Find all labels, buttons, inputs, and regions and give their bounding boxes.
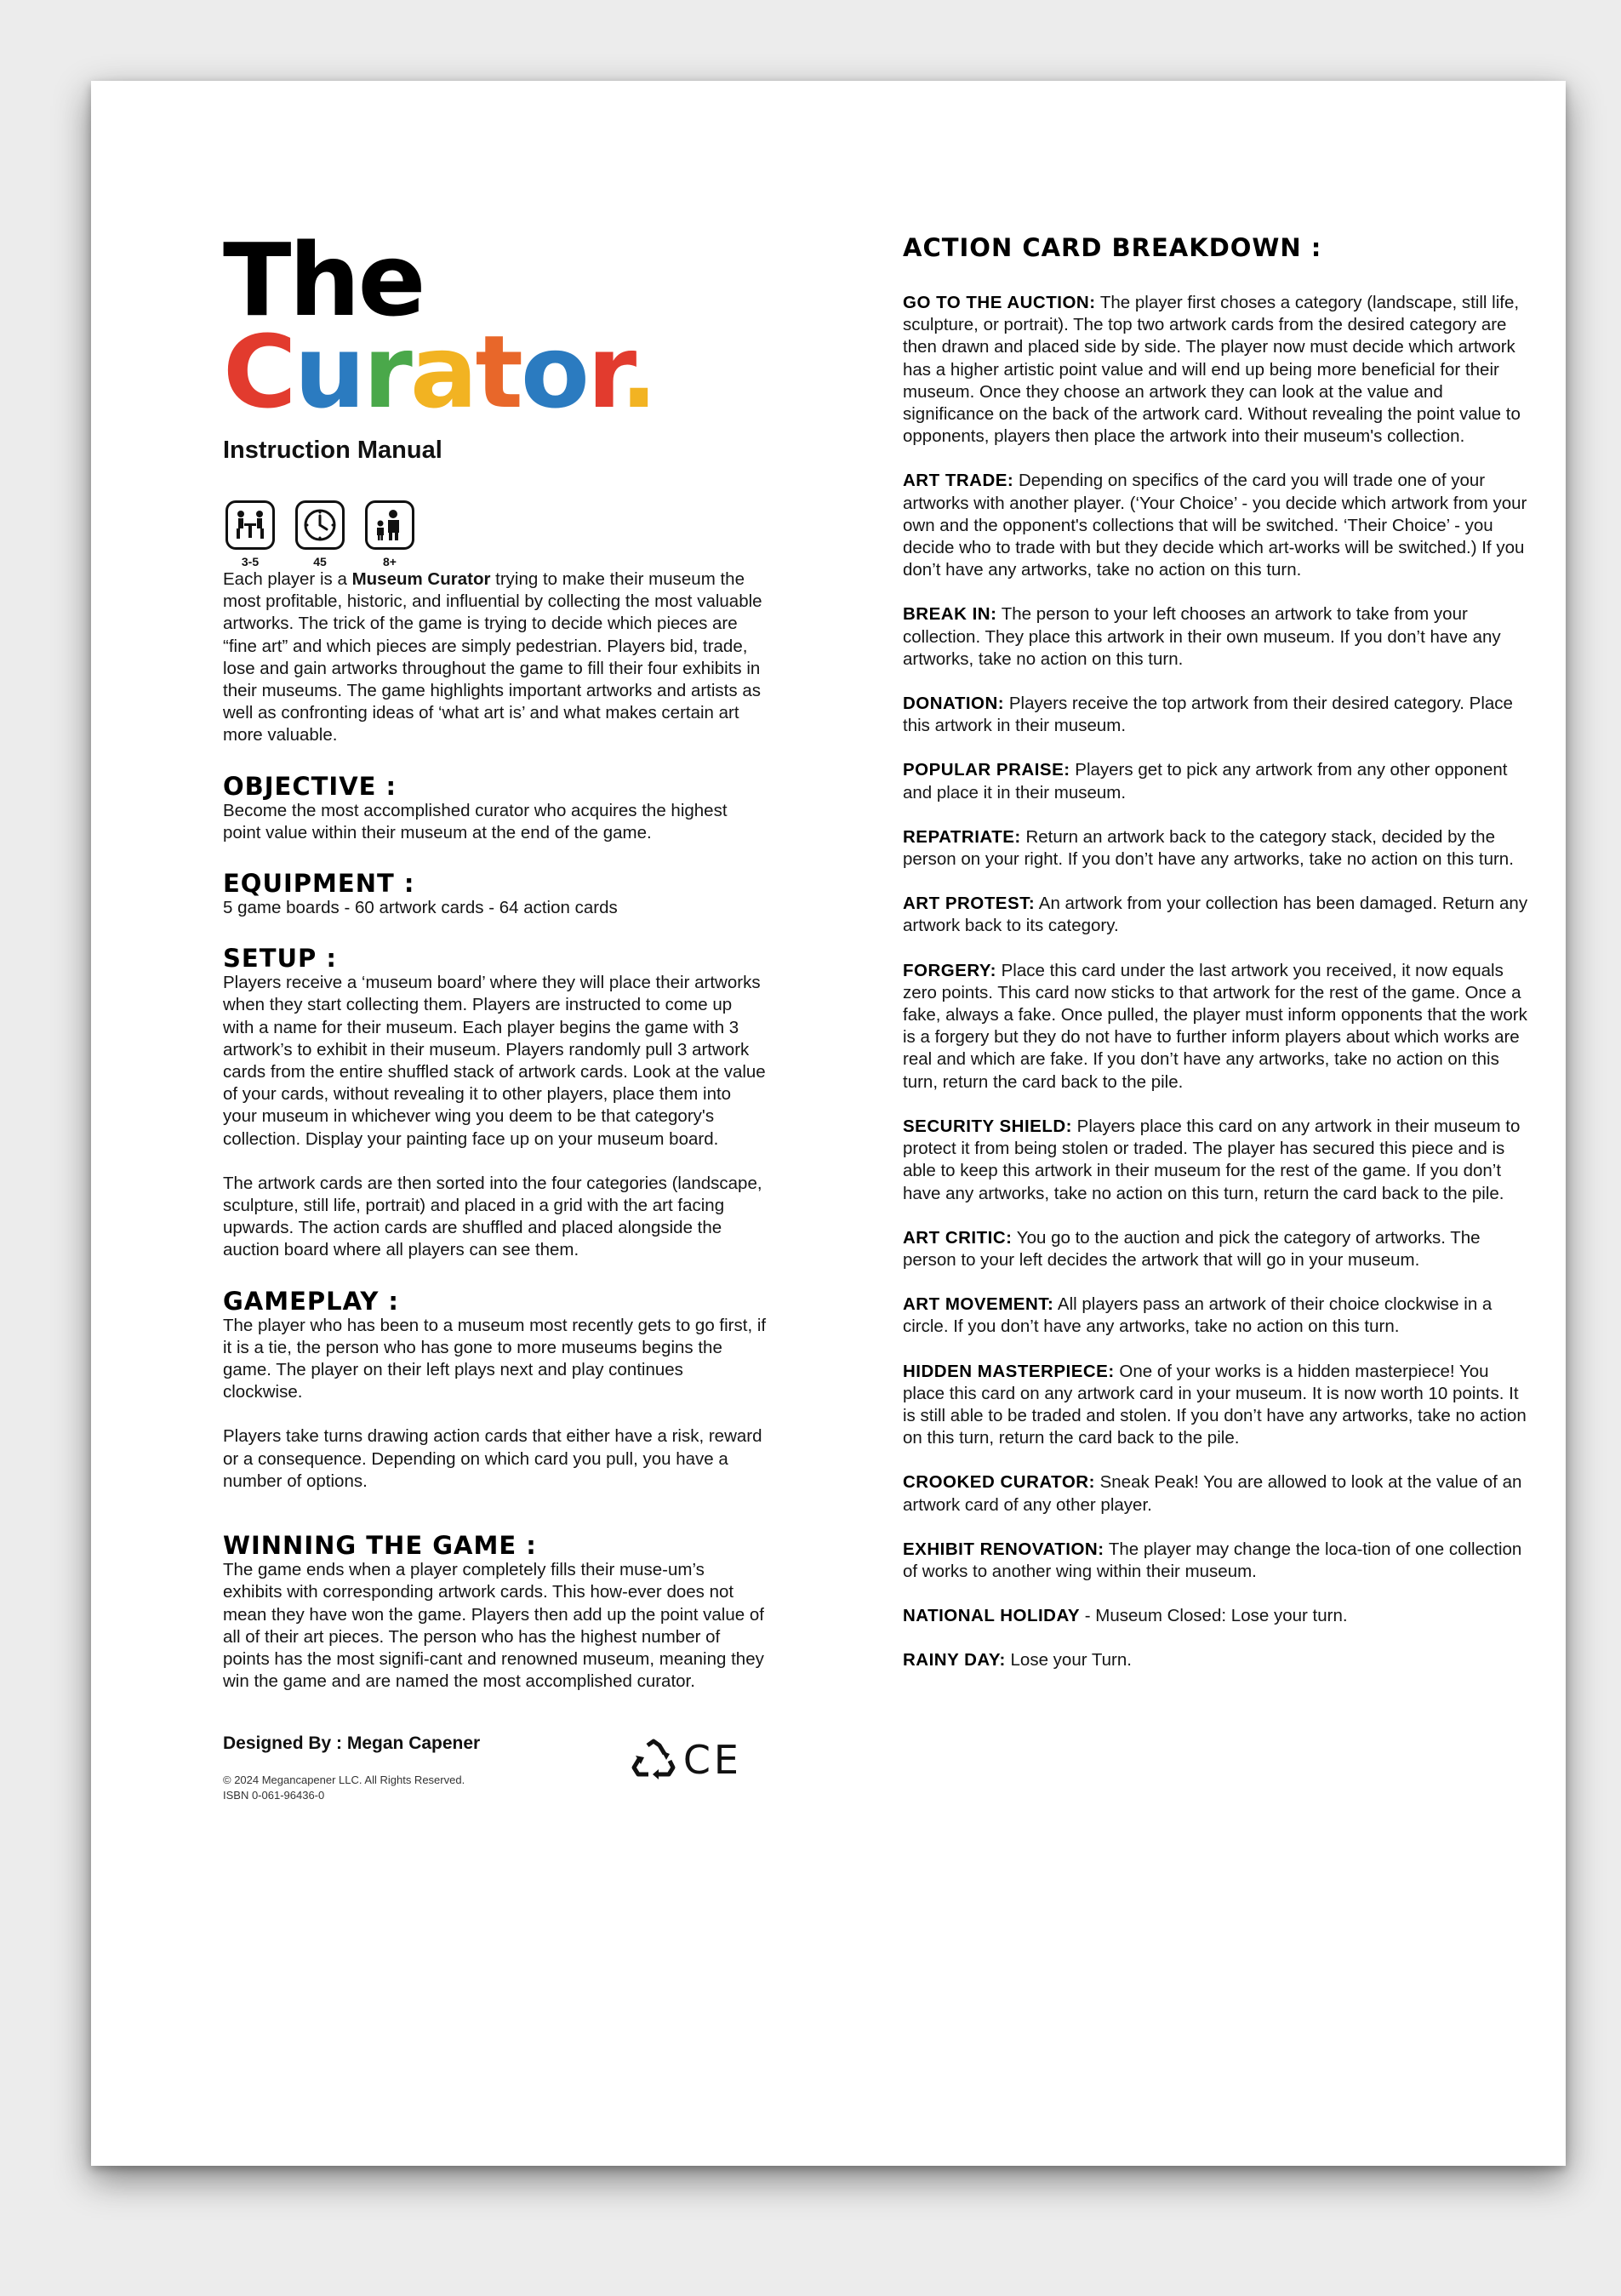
right-column [903,234,1533,1694]
objective-text: Become the most accomplished curator who acquires the highest point value within their museum at the end of the game. [223,800,728,842]
action-card-title: BREAK IN: [903,604,997,625]
credits [223,1733,480,1803]
setup-paragraph-2: The artwork cards are then sorted into the four categories (landscape, sculpture, still life, portrait) and placed in a grid with the art facing upwards. The action cards are shuffled and placed alongside the auction board where all players can see them. [223,1173,762,1260]
action-card-title: POPULAR PRAISE: [903,760,1070,780]
clock-icon [295,500,345,550]
winning-heading: WINNING THE GAME : [223,1531,537,1561]
action-card-title: ART MOVEMENT: [903,1294,1054,1315]
action-card-description: Players place this card on any artwork in their museum to protect it from being stolen or traded. The player has secured this piece and is able to keep this artwork in their museum for the rest of the game. If you don’t have any artworks, take no action on this turn, return the card back to the pile. [903,1116,1521,1203]
title-letter: u [294,313,363,431]
equipment-heading: EQUIPMENT : [223,869,415,899]
action-card-title: HIDDEN MASTERPIECE: [903,1361,1115,1381]
action-card-entry [903,693,1533,737]
action-card-description: - Museum Closed: Lose your turn. [1080,1606,1348,1626]
setup-paragraph-1: Players receive a ‘museum board’ where they will place their artworks when they start collecting them. Players are instructed to come up with a name for their museum. Each player begins the game with 3 artwork’s to exhibit in their museum. Players randomly pull 3 artwork cards from the entire shuffled stack of artwork cards. Look at the value of your cards, without revealing it to other players, place them into your museum in whichever wing you deem to be that category's collection. Display your painting face up on your museum board. [223,973,766,1149]
gameplay-paragraph-1: The player who has been to a museum most recently gets to go first, if it is a tie, the person who has gone to more museums begins the game. The player on their left plays next and play continues clockwise. [223,1315,767,1402]
intro-bold: Museum Curator [351,569,491,589]
action-card-description: Return an artwork back to the category stack, decided by the person on your right. If you don’t have any artworks, take no action on this turn. [903,826,1514,870]
footer [223,1733,742,1803]
intro-text-rest: trying to make their museum the most profitable, historic, and influential by collecting the most valuable artworks. The trick of the game is trying to decide which pieces are “fine art” and which pieces are simply pedestrian. Players bid, trade, lose and gain artworks throughout the game to fill their four exhibits in their museums. The game highlights important artworks and artists as well as confronting ideas of ‘what art is’ and what makes certain art more valuable. [223,569,762,745]
age-info [362,500,417,568]
equipment-text: 5 game boards - 60 artwork cards - 64 action cards [223,898,618,918]
ce-mark: CE [682,1737,742,1784]
action-card-description: The person to your left chooses an artwork to take from your collection. They place this artwork in their own museum. If you don’t have any artworks, take no action on this turn. [903,604,1501,669]
winning-text: The game ends when a player completely fills their muse-um’s exhibits with corresponding artwork cards. This how-ever does not mean they have won the game. Players then add up the point value of all of their art pieces. The person who has the highest number of points has the most signifi-cant and renowned museum, meaning they win the game and are named the most accomplished curator. [223,1560,764,1692]
action-card-description: Lose your Turn. [1005,1650,1132,1671]
action-card-title: FORGERY: [903,960,996,980]
title-letter: r [586,313,620,431]
manual-sheet [91,81,1566,2166]
intro-paragraph [223,568,768,747]
action-card-entry [903,1605,1533,1627]
action-card-title: GO TO THE AUCTION: [903,293,1096,312]
subtitle: Instruction Manual [223,437,442,464]
action-card-heading: ACTION CARD BREAKDOWN : [903,233,1322,262]
action-card-title: DONATION: [903,694,1005,714]
action-card-description: You go to the auction and pick the category of artworks. The person to your left decides the artwork that will go in your museum. [903,1227,1481,1270]
copyright-text: © 2024 Megancapener LLC. All Rights Reserved. [223,1773,465,1787]
action-card-entry [903,759,1533,803]
objective-heading: OBJECTIVE : [223,771,397,801]
time-info [293,500,347,568]
copyright-block [223,1773,480,1803]
action-card-entry [903,1294,1533,1338]
action-card-title: ART CRITIC: [903,1227,1013,1248]
intro-text-start: Each player is a [223,569,352,589]
title-letter: C [223,313,294,431]
action-card-entry [903,960,1533,1094]
players-label: 3-5 [241,555,260,568]
title-the: The [223,221,424,339]
isbn-text: ISBN 0-061-96436-0 [223,1789,325,1802]
recycle-icon [631,1739,676,1781]
designer-credit: Designed By : Megan Capener [223,1733,481,1754]
action-card-description: The player first choses a category (landscape, still life, sculpture, or portrait). The top two artwork cards from the desired category are then drawn and placed side by side. The player now must decide which artwork has a higher artistic point value and will end up being more beneficial for their museum. Once they choose an artwork they can look at the value and significance on the back of the artwork card. Without revealing the point value to opponents, players then place the artwork into their museum's collection. [903,293,1521,447]
title-letter: t [475,313,521,431]
action-card-entry [903,826,1533,871]
age-label: 8+ [383,555,397,568]
gameplay-heading: GAMEPLAY : [223,1286,400,1316]
action-card-entry [903,292,1533,448]
action-card-entry [903,1649,1533,1671]
title-letter: . [619,313,656,431]
action-card-description: All players pass an artwork of their choice clockwise in a circle. If you don’t have any artworks, take no action on this turn. [903,1294,1493,1337]
action-card-entry [903,1116,1533,1205]
title-letter: a [409,313,476,431]
action-card-description: Place this card under the last artwork you received, it now equals zero points. This card now sticks to that artwork for the rest of the game. Once a fake, always a fake. Once pulled, the player must inform opponents that the work is a forgery but they do not have to further inform players about which works are real and which are fake. If you don’t have any artworks, take no action on this turn, return the card back to the pile. [903,960,1527,1092]
action-card-description: Depending on specifics of the card you will trade one of your artworks with another player. (‘Your Choice’ - you decide which artwork from your own and the opponent's collections that will be switched. ‘Their Choice’ - you decide who to trade with but they decide which art-works will be switched.) If you don’t have any artworks, take no action on this turn. [903,471,1527,580]
title-curator [223,313,768,431]
action-card-title: SECURITY SHIELD: [903,1116,1072,1136]
action-card-entry [903,470,1533,581]
gameplay-paragraph-2: Players take turns drawing action cards that either have a risk, reward or a consequence. Depending on which card you pull, you have a number of options. [223,1426,762,1491]
action-card-title: EXHIBIT RENOVATION: [903,1539,1104,1559]
left-column [223,221,768,1803]
action-card-description: One of your works is a hidden masterpiece! You place this card on any artwork card in your museum. It is now worth 10 points. It is still able to be traded and stolen. If you don’t have any artworks, take no action on this turn, return the card back to the pile. [903,1361,1527,1448]
players-icon [225,500,275,550]
action-card-title: REPATRIATE: [903,826,1021,847]
action-card-entry [903,1539,1533,1583]
action-card-description: Players get to pick any artwork from any other opponent and place it in their museum. [903,760,1508,802]
title-letter: o [520,313,587,431]
action-card-description: The player may change the loca-tion of one collection of works to another wing within their museum. [903,1539,1522,1581]
action-card-title: ART TRADE: [903,471,1014,491]
action-card-entry [903,603,1533,671]
action-card-entry [903,1361,1533,1450]
certification-marks [631,1737,742,1783]
action-card-description: Sneak Peak! You are allowed to look at the value of an artwork card of any other player. [903,1472,1522,1515]
action-card-title: NATIONAL HOLIDAY [903,1606,1081,1626]
action-card-entry [903,893,1533,937]
action-card-title: ART PROTEST: [903,894,1036,914]
setup-heading: SETUP : [223,944,337,974]
age-icon [365,500,414,550]
action-card-title: RAINY DAY: [903,1650,1006,1671]
action-card-description: An artwork from your collection has been damaged. Return any artwork back to its category. [903,894,1528,936]
action-card-title: CROOKED CURATOR: [903,1472,1095,1493]
action-card-entry [903,1227,1533,1271]
action-card-list [903,292,1533,1672]
action-card-description: Players receive the top artwork from their desired category. Place this artwork in their museum. [903,694,1513,736]
action-card-entry [903,1471,1533,1516]
players-info [223,500,277,568]
time-label: 45 [313,555,327,568]
game-info-icons [223,500,768,568]
title-letter: r [362,313,410,431]
